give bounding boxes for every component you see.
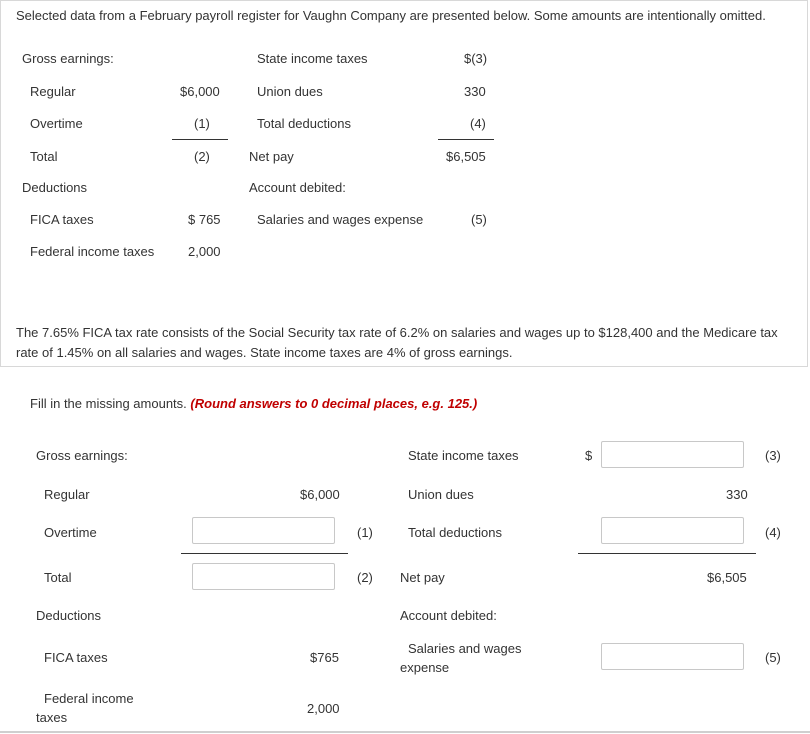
register-total-label: Total <box>30 149 58 164</box>
register-fica-amount: $ 765 <box>188 212 221 227</box>
form-union-amount: 330 <box>726 487 748 502</box>
bottom-divider <box>0 731 810 733</box>
state-dollar-sign: $ <box>585 448 593 463</box>
register-salaries-label: Salaries and wages expense <box>257 212 424 227</box>
form-total-marker: (2) <box>357 570 373 585</box>
form-overtime-marker: (1) <box>357 525 373 540</box>
overtime-input[interactable] <box>192 517 335 544</box>
form-salaries-label <box>400 639 521 677</box>
form-account-debited-label: Account debited: <box>400 608 497 623</box>
form-net-pay-amount: $6,505 <box>707 570 747 585</box>
fica-explanation: The 7.65% FICA tax rate consists of the Social Security tax rate of 6.2% on salaries and wages up to $128,400 and the Medicare tax rate of 1.45% on all salaries and wages. State income taxes are 4% of gross earnings. <box>16 325 778 360</box>
register-federal-label: Federal income taxes <box>30 244 155 259</box>
form-state-marker: (3) <box>765 448 781 463</box>
form-federal-amount: 2,000 <box>307 701 340 716</box>
register-total-deductions-label: Total deductions <box>257 116 351 131</box>
register-fica-label: FICA taxes <box>30 212 94 227</box>
form-subtotal-rule <box>181 553 348 554</box>
state-income-taxes-input[interactable] <box>601 441 744 468</box>
form-union-label: Union dues <box>408 487 474 502</box>
form-overtime-label: Overtime <box>44 525 97 540</box>
register-gross-earnings-label: Gross earnings: <box>22 51 114 66</box>
register-total-deductions-marker: (4) <box>470 116 486 131</box>
form-total-deductions-label: Total deductions <box>408 525 502 540</box>
form-total-label: Total <box>44 570 72 585</box>
salaries-expense-input[interactable] <box>601 643 744 670</box>
form-gross-earnings-label: Gross earnings: <box>36 448 128 463</box>
instruction-text: Fill in the missing amounts. <box>30 396 187 411</box>
form-deductions-rule <box>578 553 756 554</box>
form-regular-amount: $6,000 <box>300 487 340 502</box>
form-total-deductions-marker: (4) <box>765 525 781 540</box>
form-federal-label-line1: Federal income <box>44 691 134 706</box>
register-net-pay-amount: $6,505 <box>446 149 486 164</box>
register-state-label: State income taxes <box>257 51 368 66</box>
form-regular-label: Regular <box>44 487 90 502</box>
form-salaries-label-line1: Salaries and wages <box>408 641 522 656</box>
register-union-amount: 330 <box>464 84 486 99</box>
form-fica-amount: $765 <box>310 650 339 665</box>
form-fica-label: FICA taxes <box>44 650 108 665</box>
form-net-pay-label: Net pay <box>400 570 445 585</box>
register-deductions-label: Deductions <box>22 180 88 195</box>
form-salaries-marker: (5) <box>765 650 781 665</box>
register-total-marker: (2) <box>194 149 210 164</box>
register-deductions-rule <box>438 139 494 140</box>
form-salaries-label-line2: expense <box>400 660 450 675</box>
register-federal-amount: 2,000 <box>188 244 221 259</box>
register-net-pay-label: Net pay <box>249 149 294 164</box>
total-gross-input[interactable] <box>192 563 335 590</box>
register-union-label: Union dues <box>257 84 323 99</box>
register-subtotal-rule <box>172 139 228 140</box>
total-deductions-input[interactable] <box>601 517 744 544</box>
intro-text: Selected data from a February payroll register for Vaughn Company are presented below. Some amounts are intentionally omitted. <box>16 8 766 23</box>
form-federal-label <box>36 689 134 727</box>
form-deductions-label: Deductions <box>36 608 102 623</box>
register-state-marker: $(3) <box>464 51 488 66</box>
rounding-note: (Round answers to 0 decimal places, e.g. 125.) <box>190 396 478 411</box>
register-overtime-label: Overtime <box>30 116 83 131</box>
register-regular-label: Regular <box>30 84 76 99</box>
form-federal-label-line2: taxes <box>36 710 68 725</box>
data-panel <box>0 0 808 367</box>
register-overtime-marker: (1) <box>194 116 210 131</box>
form-state-label: State income taxes <box>408 448 519 463</box>
register-account-debited-label: Account debited: <box>249 180 346 195</box>
instruction <box>30 396 477 411</box>
register-salaries-marker: (5) <box>471 212 487 227</box>
register-regular-amount: $6,000 <box>180 84 220 99</box>
